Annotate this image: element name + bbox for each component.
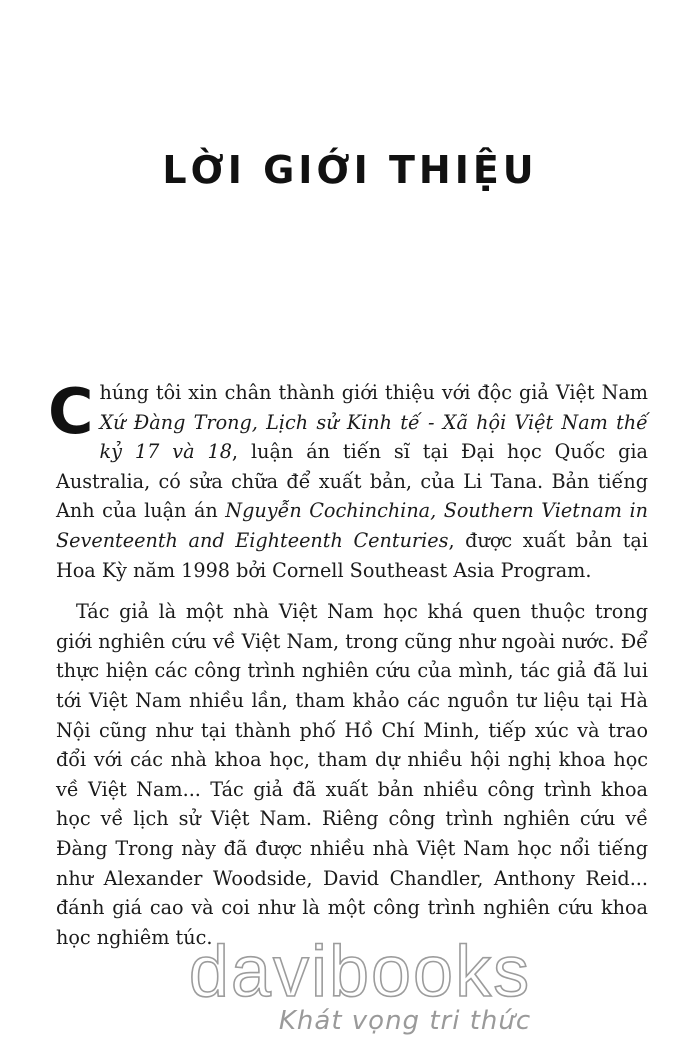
paragraph-1-text-a: húng tôi xin chân thành giới thiệu với độc giả Việt Nam bbox=[99, 381, 648, 404]
page-title: LỜI GIỚI THIỆU bbox=[162, 148, 538, 192]
paragraph-1-text-c: , được xuất bản tại Hoa Kỳ năm 1998 bởi Cornell Southeast Asia Program. bbox=[56, 528, 648, 582]
paragraph-2: Tác giả là một nhà Việt Nam học khá quen thuộc trong giới nghiên cứu về Việt Nam, trong cũng như ngoài nước. Để thực hiện các công trình nghiên cứu của mình, tác giả đã lui tới Việt Nam nhiều lần, tham khảo các nguồn tư liệu tại Hà Nội cũng như tại thành phố Hồ Chí Minh, tiếp xúc và trao đổi với các nhà khoa học, tham dự nhiều hội nghị khoa học về Việt Nam... Tác giả đã xuất bản nhiều công trình khoa học về lịch sử Việt Nam. Riêng công trình nghiên cứu về Đàng Trong này đã được nhiều nhà Việt Nam học nổi tiếng như Alexander Woodside, David Chandler, Anthony Reid... đánh giá cao và coi như là một công trình nghiên cứu khoa học nghiêm túc. bbox=[56, 600, 648, 949]
drop-cap: C bbox=[48, 375, 94, 448]
paragraph-1-italic-title-en: Nguyễn Cochinchina, Southern Vietnam in Seventeenth and Eighteenth Centuries bbox=[56, 499, 648, 552]
body-text bbox=[48, 375, 649, 964]
paragraph-1-text-b: , luận án tiến sĩ tại Đại học Quốc gia Australia, có sửa chữa để xuất bản, của Li Tana. Bản tiếng Anh của luận án bbox=[56, 440, 649, 523]
paragraph-1 bbox=[48, 375, 649, 585]
paragraph-1-italic-title-vi: Xứ Đàng Trong, Lịch sử Kinh tế - Xã hội Việt Nam thế kỷ 17 và 18 bbox=[99, 410, 648, 464]
watermark-brand: davibooks bbox=[188, 932, 532, 1012]
watermark-tagline: Khát vọng tri thức bbox=[278, 1006, 532, 1036]
